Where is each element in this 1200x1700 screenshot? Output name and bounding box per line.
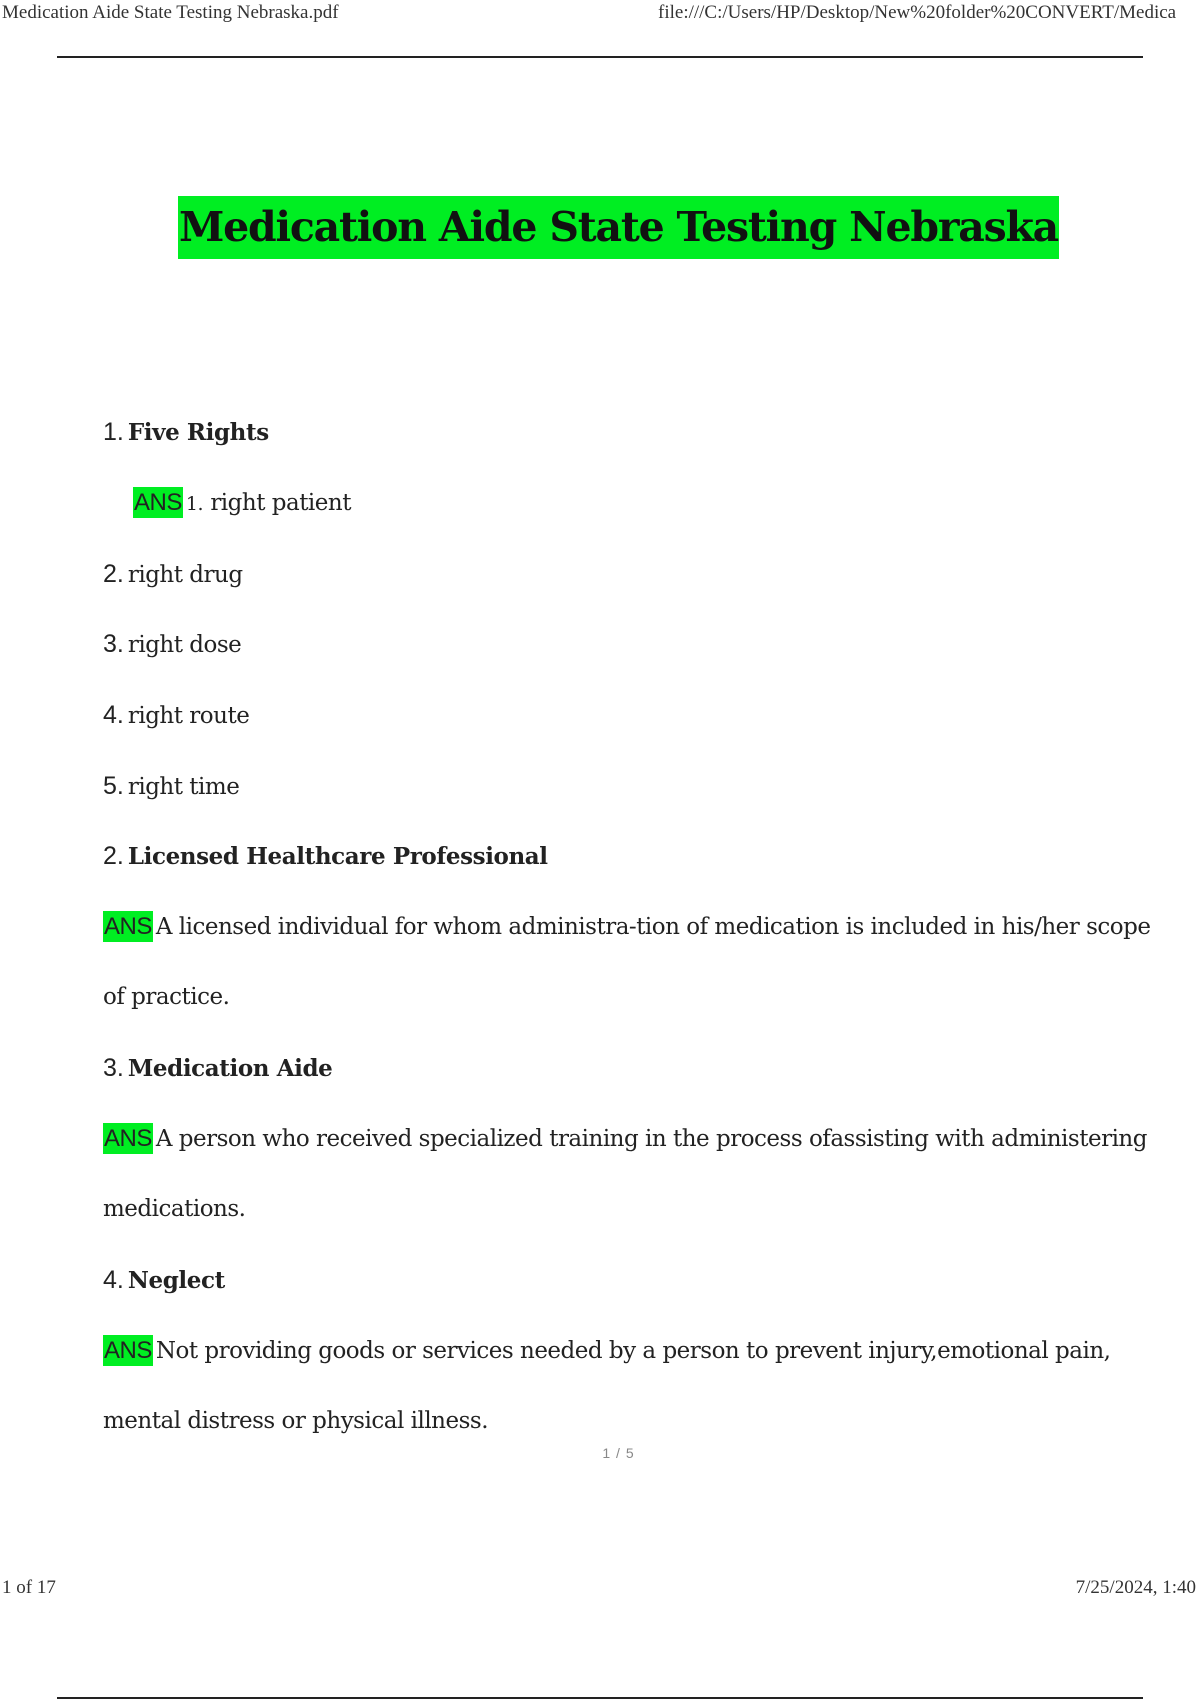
- ans-highlight: ANS: [104, 1337, 152, 1364]
- answer-text: right dose: [127, 632, 242, 658]
- question-number: 4.: [103, 1266, 124, 1294]
- ans-highlight: ANS: [104, 913, 152, 940]
- document-title: Medication Aide State Testing Nebraska: [178, 196, 1059, 259]
- question-text: Neglect: [127, 1267, 225, 1294]
- question-3: [103, 1051, 332, 1086]
- ans-highlight: ANS: [134, 489, 182, 516]
- print-header: [0, 0, 1200, 28]
- answer-text: right time: [127, 774, 240, 800]
- question-text: Medication Aide: [127, 1055, 333, 1082]
- question-2: [103, 839, 548, 874]
- list-number: 4.: [103, 701, 124, 729]
- list-number: 1.: [185, 493, 203, 515]
- print-footer-page-count: 1 of 17: [2, 1577, 56, 1598]
- list-number: 3.: [103, 630, 124, 658]
- answer-1-item-5: [103, 769, 239, 804]
- header-divider: [57, 56, 1143, 58]
- answer-text: of practice.: [103, 984, 230, 1010]
- answer-2-line-2: [103, 980, 229, 1014]
- ans-highlight: ANS: [104, 1125, 152, 1152]
- question-4: [103, 1263, 225, 1298]
- answer-text: medications.: [103, 1196, 246, 1222]
- answer-text: A licensed individual for whom administra-tion of medication is included in his/her scope: [155, 914, 1151, 940]
- answer-text: right drug: [127, 562, 243, 588]
- print-footer-timestamp: 7/25/2024, 1:40: [1075, 1577, 1196, 1598]
- answer-text: mental distress or physical illness.: [103, 1408, 489, 1434]
- title-container: [0, 196, 1200, 259]
- question-text: Licensed Healthcare Professional: [127, 843, 548, 870]
- answer-text: A person who received specialized training in the process ofassisting with administering: [155, 1126, 1147, 1152]
- answer-1-item-4: [103, 698, 249, 733]
- answer-1-item-1: [133, 486, 351, 521]
- answer-1-item-3: [103, 627, 241, 662]
- answer-text: right patient: [210, 490, 351, 516]
- question-number: 3.: [103, 1054, 124, 1082]
- print-header-filename: Medication Aide State Testing Nebraska.pdf: [2, 2, 339, 23]
- answer-text: Not providing goods or services needed by a person to prevent injury,emotional pain,: [155, 1338, 1111, 1364]
- answer-1-item-2: [103, 557, 243, 592]
- question-1: [103, 415, 269, 450]
- question-text: Five Rights: [127, 419, 269, 446]
- print-header-url: file:///C:/Users/HP/Desktop/New%20folder%20CONVERT/Medica: [658, 2, 1177, 23]
- page-indicator: 1 / 5: [602, 1445, 635, 1461]
- question-number: 1.: [103, 418, 124, 446]
- answer-2-line-1: [103, 910, 1150, 944]
- footer-divider: [57, 1697, 1143, 1699]
- list-number: 5.: [103, 772, 124, 800]
- answer-3-line-1: [103, 1122, 1147, 1156]
- list-number: 2.: [103, 560, 124, 588]
- question-number: 2.: [103, 842, 124, 870]
- answer-4-line-1: [103, 1334, 1110, 1368]
- answer-3-line-2: [103, 1192, 245, 1226]
- answer-4-line-2: [103, 1404, 488, 1438]
- answer-text: right route: [127, 703, 250, 729]
